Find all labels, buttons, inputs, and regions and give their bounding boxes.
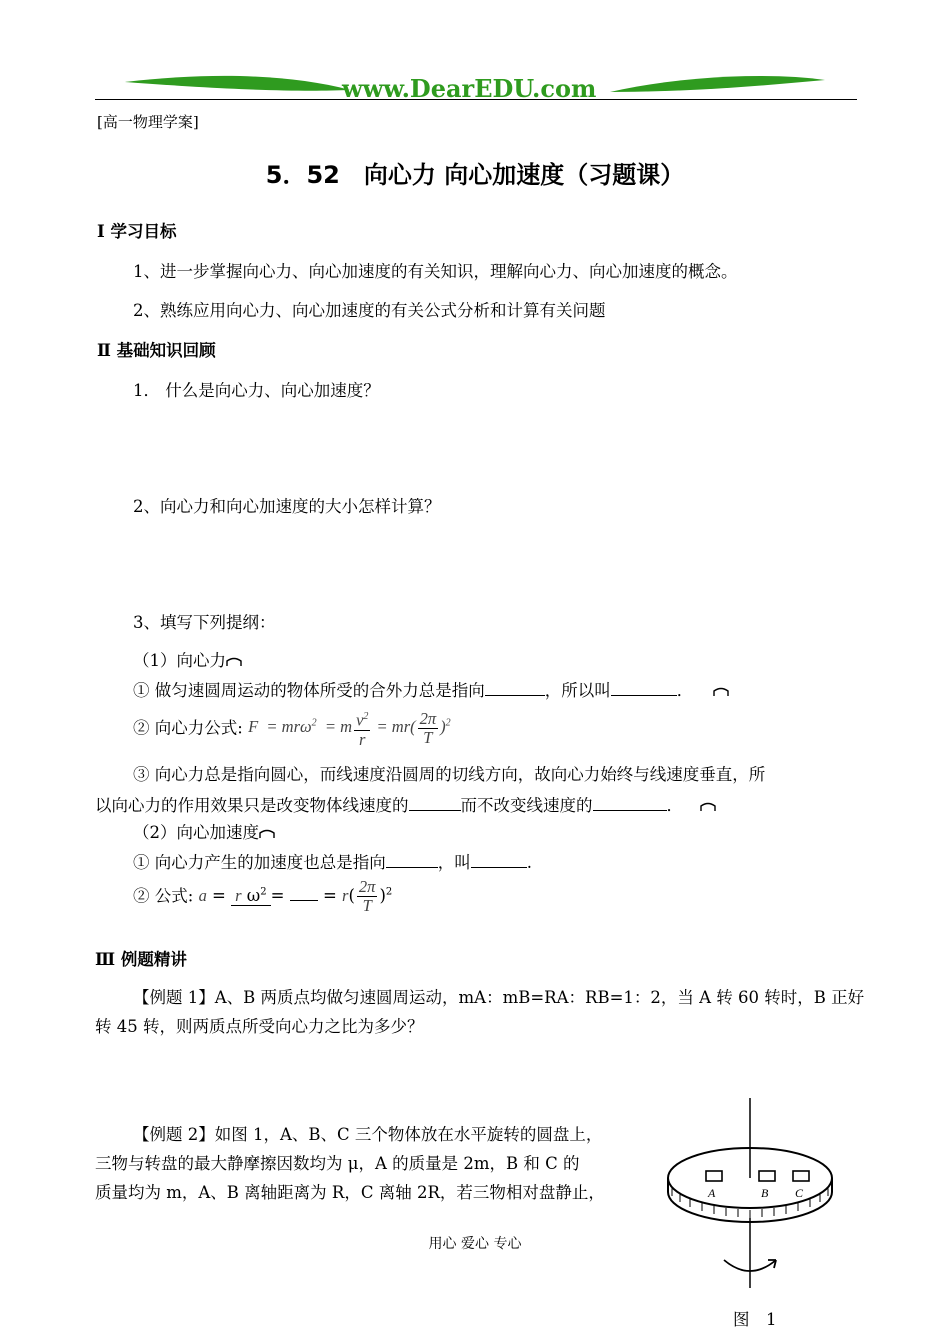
fill-blank[interactable] xyxy=(290,884,318,901)
page-title: 5．52 向心力 向心加速度（习题课） xyxy=(265,161,685,189)
accel-point-1-text: ① 向心力产生的加速度也总是指向 xyxy=(133,853,386,872)
subheading-text: （1）向心力 xyxy=(133,651,226,670)
question-1: 1． 什么是向心力、向心加速度？ xyxy=(133,381,380,400)
point-3-text-b: 而不改变线速度的 xyxy=(460,796,593,815)
edit-mark-icon xyxy=(713,687,729,697)
point-1-text-b: ，所以叫 xyxy=(544,681,611,700)
point-3-line-1: ③ 向心力总是指向圆心，而线速度沿圆周的切线方向，故向心力始终与线速度垂直，所 xyxy=(133,765,766,784)
block-b xyxy=(759,1171,775,1181)
accel-point-1-text-b: ，叫 xyxy=(437,853,471,872)
section-heading-examples: Ⅲ 例题精讲 xyxy=(95,950,187,969)
point-3-text-c: ． xyxy=(666,796,683,815)
subheading-centripetal-acceleration xyxy=(133,822,275,844)
label-a: A xyxy=(708,1186,716,1200)
fill-blank[interactable] xyxy=(409,794,461,811)
point-1-text: ① 做匀速圆周运动的物体所受的合外力总是指向 xyxy=(133,681,485,700)
fill-blank[interactable] xyxy=(471,851,527,868)
question-3: 3、填写下列提纲： xyxy=(133,613,276,632)
fill-blank[interactable] xyxy=(593,794,667,811)
section-heading-review: Ⅱ 基础知识回顾 xyxy=(97,341,216,360)
block-c xyxy=(793,1171,809,1181)
subheading-centripetal-force xyxy=(133,650,242,672)
formula-force: F = mrω$^2$ = m $\frac{v^2}{r}$ = mr( $\frac{2\pi}{T}$ )$^2$ xyxy=(248,708,451,749)
edit-mark-icon xyxy=(259,829,275,839)
section-heading-objectives: Ⅰ 学习目标 xyxy=(97,222,177,241)
formula-acceleration: a = r $\omega^2$ = = r( $\frac{2\pi}{T}$ )$^2$ xyxy=(198,877,393,915)
edit-mark-icon xyxy=(700,802,716,812)
example-2-line-3: 质量均为 m，A、B 离轴距离为 R，C 离轴 2R，若三物相对盘静止， xyxy=(95,1183,605,1202)
point-2-formula xyxy=(133,708,451,756)
example-1-line-2: 转 45 转，则两质点所受向心力之比为多少？ xyxy=(95,1017,424,1036)
point-1 xyxy=(133,679,729,702)
example-1-line-1: 【例题 1】A、B 两质点均做匀速圆周运动，mA：mB=RA：RB=1：2，当 A 转 60 转时，B 正好 xyxy=(133,988,865,1007)
accel-point-2-label: ② 公式: xyxy=(133,886,194,906)
rotating-disc-diagram xyxy=(660,1096,840,1311)
edit-mark-icon xyxy=(226,657,242,667)
header-rule xyxy=(95,99,857,100)
fill-blank[interactable] xyxy=(611,679,677,696)
objective-item: 2、熟练应用向心力、向心加速度的有关公式分析和计算有关问题 xyxy=(133,301,606,320)
accel-point-2-formula xyxy=(133,878,392,926)
block-a xyxy=(706,1171,722,1181)
accel-point-1-text-c: . xyxy=(526,853,532,872)
question-2: 2、向心力和向心加速度的大小怎样计算？ xyxy=(133,497,441,516)
logo-text: www.DearEDU.com xyxy=(342,74,597,103)
objective-item: 1、进一步掌握向心力、向心加速度的有关知识，理解向心力、向心加速度的概念。 xyxy=(133,262,738,281)
figure-caption: 图 1 xyxy=(733,1310,777,1329)
point-3-line-2 xyxy=(95,794,716,817)
example-2-line-1: 【例题 2】如图 1，A、B、C 三个物体放在水平旋转的圆盘上， xyxy=(133,1125,603,1144)
fill-blank[interactable] xyxy=(386,851,438,868)
page-footer: 用心 爱心 专心 xyxy=(428,1236,522,1252)
accel-point-1 xyxy=(133,851,532,874)
point-1-text-c: ． xyxy=(676,681,694,700)
label-c: C xyxy=(795,1186,804,1200)
label-b: B xyxy=(761,1186,769,1200)
fill-blank[interactable] xyxy=(485,679,545,696)
example-2-line-2: 三物与转盘的最大静摩擦因数均为 μ，A 的质量是 2m，B 和 C 的 xyxy=(95,1154,580,1173)
course-label: [高一物理学案] xyxy=(97,113,199,131)
point-3-text-a: 以向心力的作用效果只是改变物体线速度的 xyxy=(95,796,409,815)
figure-rotating-disc xyxy=(660,1096,840,1311)
subheading-text: （2）向心加速度 xyxy=(133,823,259,842)
point-2-label: ② 向心力公式: xyxy=(133,718,243,738)
